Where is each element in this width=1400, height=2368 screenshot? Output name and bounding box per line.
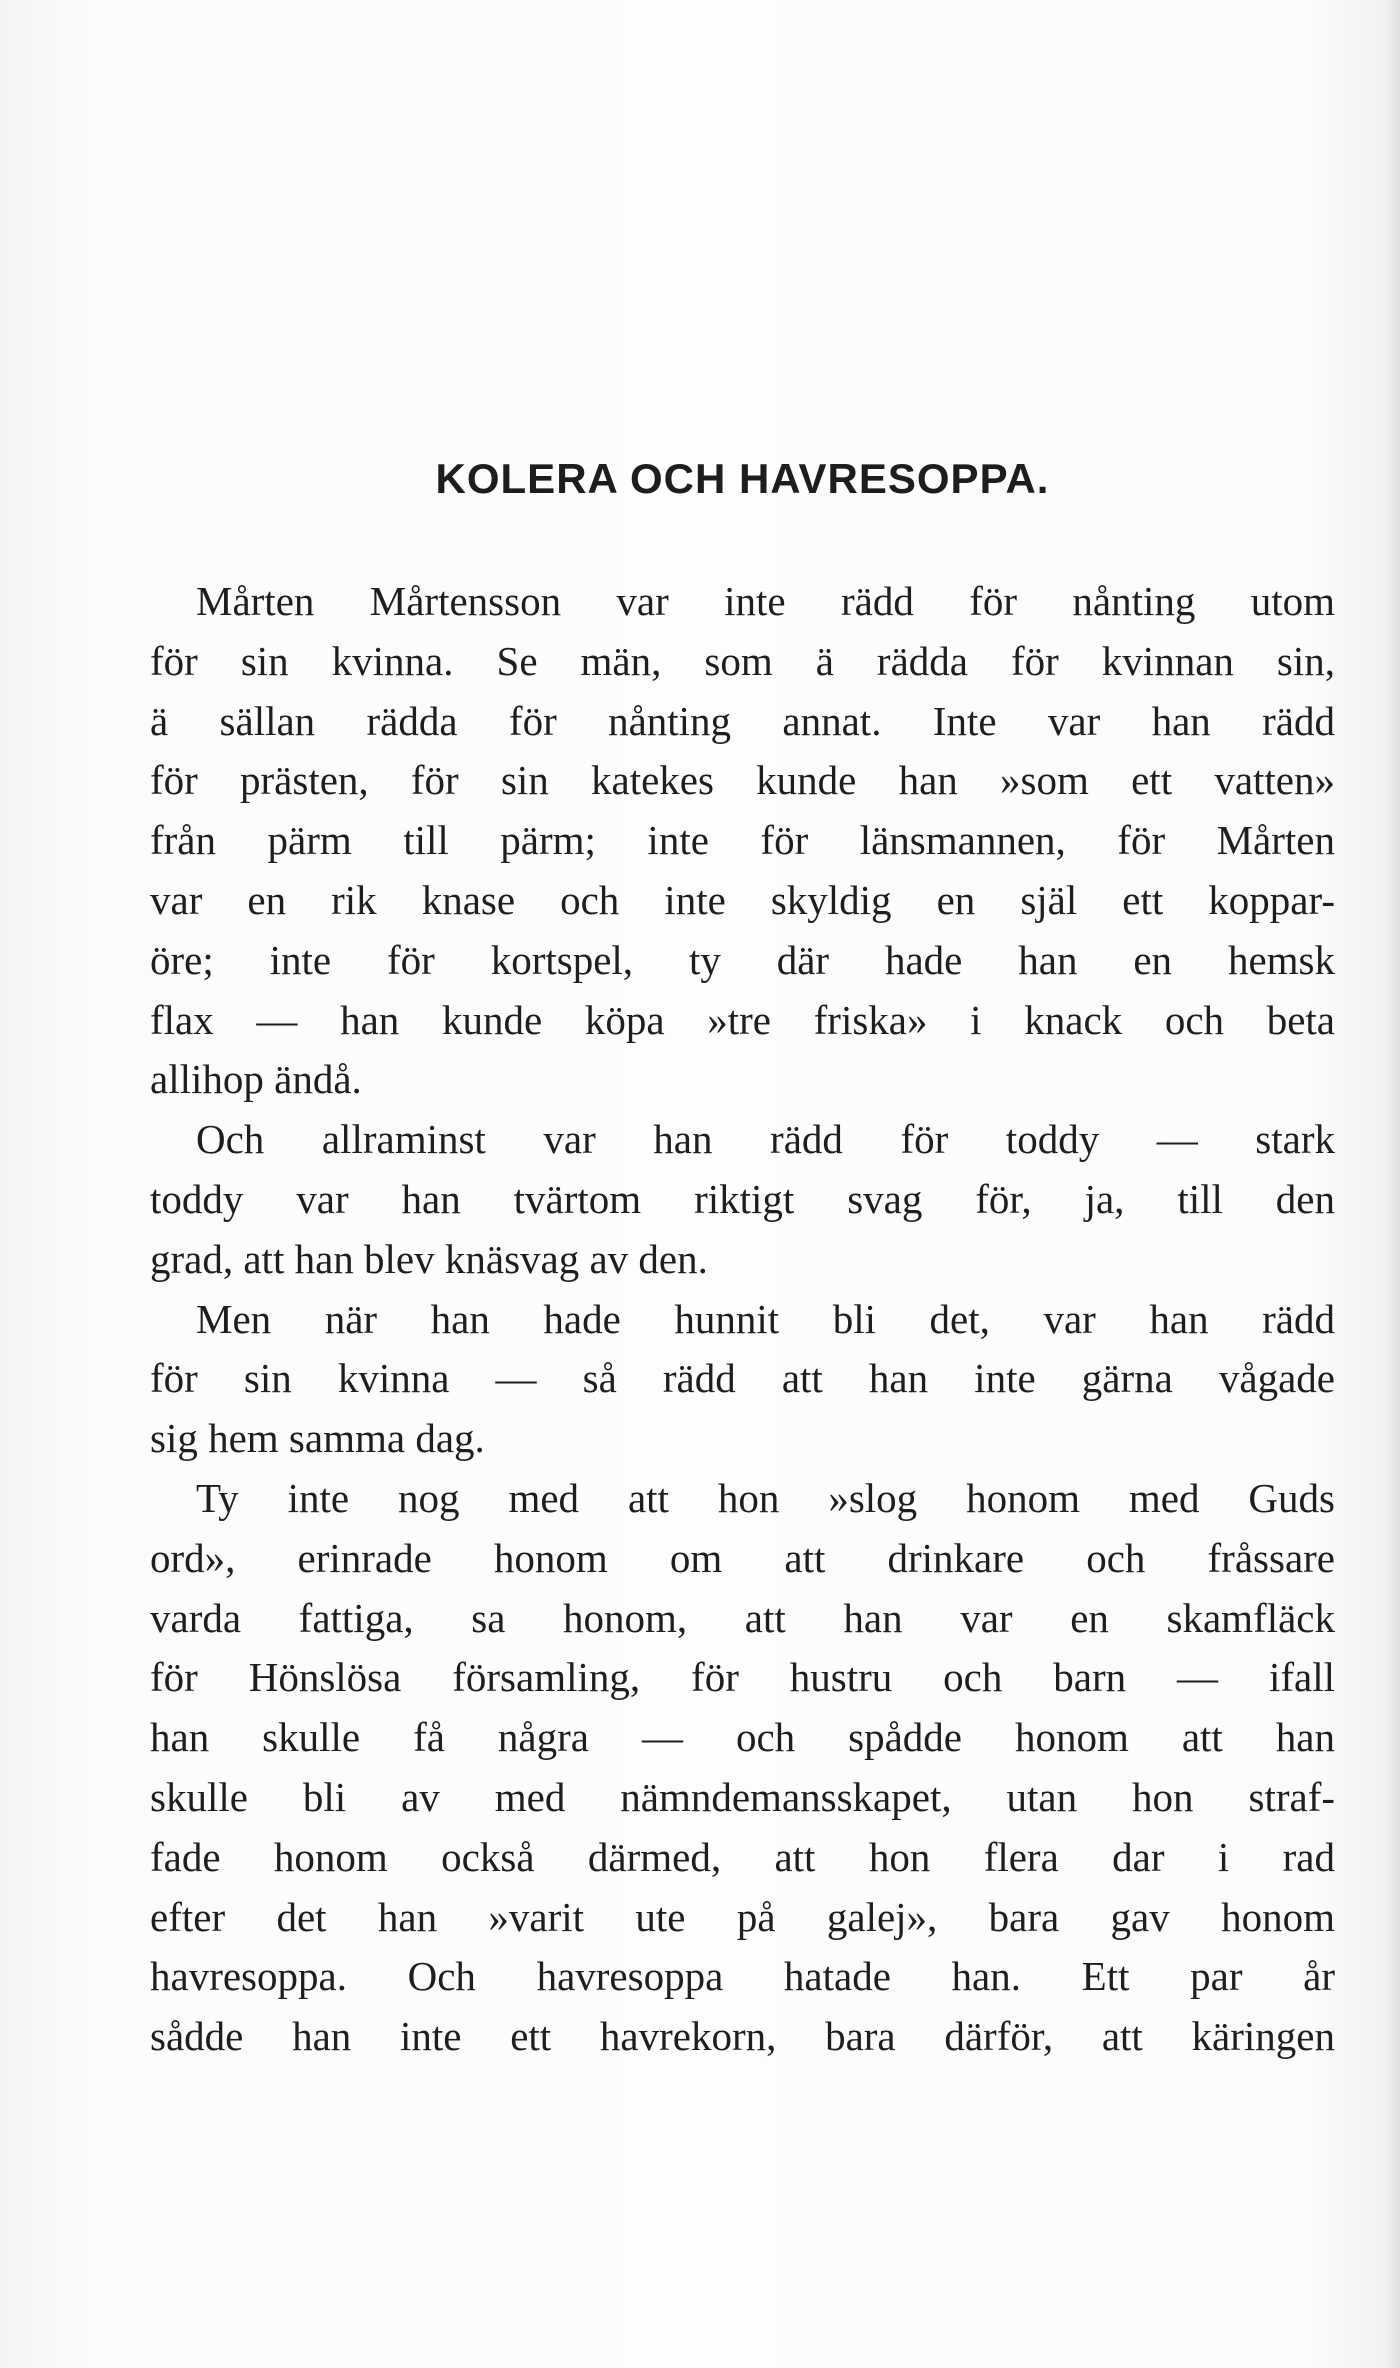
paragraph-4 (150, 1469, 1335, 2067)
text-line: Men när han hade hunnit bli det, var han rädd (196, 1295, 1335, 1342)
text-line: för prästen, för sin katekes kunde han »som ett vatten» (150, 757, 1335, 804)
text-line: sådde han inte ett havrekorn, bara därför, att käringen (150, 2013, 1335, 2060)
text-line: fade honom också därmed, att hon flera dar i rad (150, 1833, 1335, 1880)
text-line: han skulle få några — och spådde honom att han (150, 1714, 1335, 1761)
text-line: Ty inte nog med att hon »slog honom med Guds (196, 1474, 1335, 1521)
text-line: varda fattiga, sa honom, att han var en skamfläck (150, 1594, 1335, 1641)
text-line: för sin kvinna — så rädd att han inte gärna vågade (150, 1355, 1335, 1402)
text-line: sig hem samma dag. (150, 1415, 485, 1462)
text-line: Mårten Mårtensson var inte rädd för nånting utom (196, 578, 1335, 624)
text-line: havresoppa. Och havresoppa hatade han. Ett par år (150, 1953, 1335, 2000)
paragraph-2 (150, 1110, 1335, 1289)
paragraph-1 (150, 572, 1335, 1110)
chapter-title: KOLERA OCH HAVRESOPPA. (435, 455, 1050, 502)
text-line: flax — han kunde köpa »tre friska» i knack och beta (150, 996, 1335, 1043)
text-line: för Hönslösa församling, för hustru och barn — ifall (150, 1654, 1335, 1701)
text-line: öre; inte för kortspel, ty där hade han en hemsk (150, 936, 1335, 983)
text-line: skulle bli av med nämndemansskapet, utan hon straf- (150, 1773, 1335, 1820)
text-line: allihop ändå. (150, 1056, 362, 1103)
text-line: toddy var han tvärtom riktigt svag för, ja, till den (150, 1175, 1335, 1222)
text-line: Och allraminst var han rädd för toddy — stark (196, 1116, 1335, 1163)
paragraph-3 (150, 1290, 1335, 1469)
text-line: var en rik knase och inte skyldig en själ ett koppar- (150, 876, 1335, 923)
text-line: från pärm till pärm; inte för länsmannen, för Mårten (150, 817, 1335, 864)
text-line: ä sällan rädda för nånting annat. Inte var han rädd (150, 697, 1335, 744)
page-edge-shadow (1386, 0, 1400, 2368)
chapter-body (150, 572, 1335, 2067)
text-line: ord», erinrade honom om att drinkare och fråssare (150, 1534, 1335, 1581)
text-line: efter det han »varit ute på galej», bara gav honom (150, 1893, 1335, 1940)
text-line: grad, att han blev knäsvag av den. (150, 1235, 708, 1282)
text-line: för sin kvinna. Se män, som ä rädda för kvinnan sin, (150, 637, 1335, 684)
